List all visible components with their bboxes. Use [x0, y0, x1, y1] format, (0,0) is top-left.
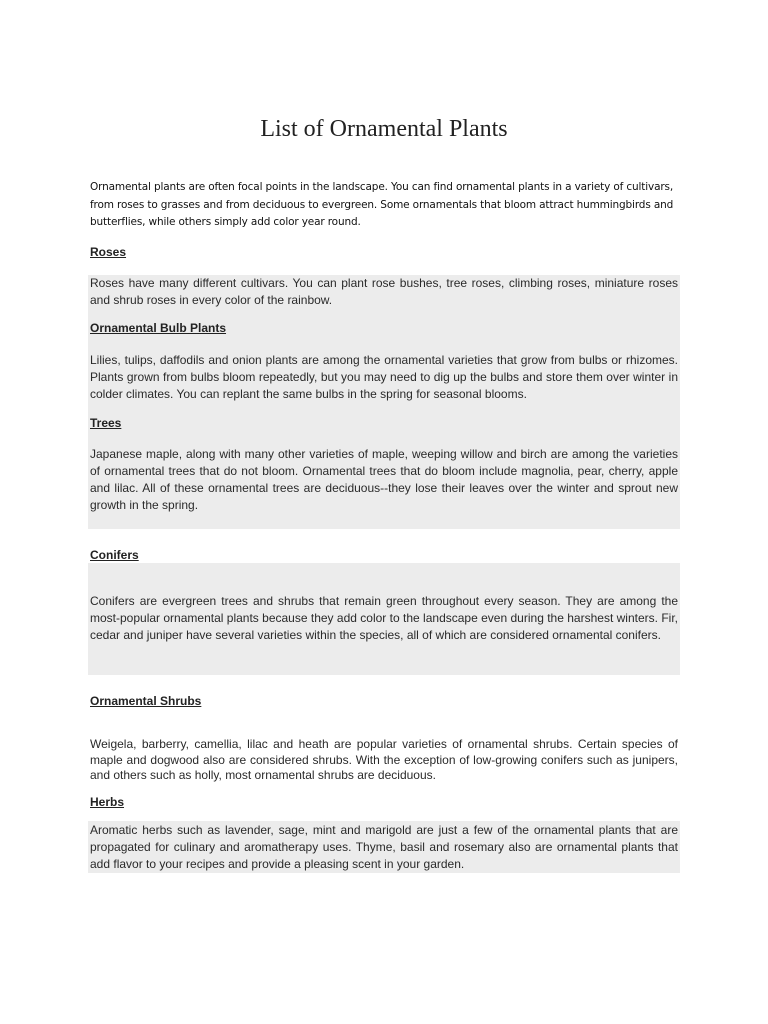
page-title: List of Ornamental Plants: [260, 116, 508, 142]
section-heading-conifers: Conifers: [90, 548, 139, 562]
section-heading-bulb-plants: Ornamental Bulb Plants: [90, 321, 227, 335]
section-body-trees: Japanese maple, along with many other varieties of maple, weeping willow and birch are among the varieties of ornamental trees that do not bloom. Ornamental trees that do bloom include magnolia, pear, cherry, apple and lilac. All of these ornamental trees are deciduous--they lose their leaves over the winter and sprout new growth in the spring.: [90, 447, 678, 512]
section-body-roses: Roses have many different cultivars. You can plant rose bushes, tree roses, climbing roses, miniature roses and shrub roses in every color of the rainbow.: [90, 276, 678, 307]
section-heading-roses: Roses: [90, 245, 127, 259]
section-body-conifers: Conifers are evergreen trees and shrubs that remain green throughout every season. They are among the most-popular ornamental plants because they add color to the landscape even during the harshest winters. Fir, cedar and juniper have several varieties within the species, all of which are considered ornamental conifers.: [90, 594, 678, 642]
section-heading-herbs: Herbs: [90, 795, 125, 809]
intro-paragraph: Ornamental plants are often focal points in the landscape. You can find ornamental plants in a variety of cultivars, from roses to grasses and from deciduous to evergreen. Some ornamentals that bloom attract hummingbirds and butterflies, while others simply add color year round.: [90, 181, 674, 228]
section-heading-trees: Trees: [90, 416, 122, 430]
section-body-bulb-plants: Lilies, tulips, daffodils and onion plants are among the ornamental varieties that grow from bulbs or rhizomes. Plants grown from bulbs bloom repeatedly, but you may need to dig up the bulbs and store them over winter in colder climates. You can replant the same bulbs in the spring for seasonal blooms.: [90, 353, 678, 401]
section-body-shrubs: Weigela, barberry, camellia, lilac and heath are popular varieties of ornamental shrubs. Certain species of maple and dogwood also are considered shrubs. With the exception of low-growing conifers such as junipers, and others such as holly, most ornamental shrubs are deciduous.: [90, 737, 678, 782]
section-body-herbs: Aromatic herbs such as lavender, sage, mint and marigold are just a few of the ornamental plants that are propagated for culinary and aromatherapy uses. Thyme, basil and rosemary also are ornamental plants that add flavor to your recipes and provide a pleasing scent in your garden.: [90, 823, 678, 871]
section-heading-shrubs: Ornamental Shrubs: [90, 694, 202, 708]
